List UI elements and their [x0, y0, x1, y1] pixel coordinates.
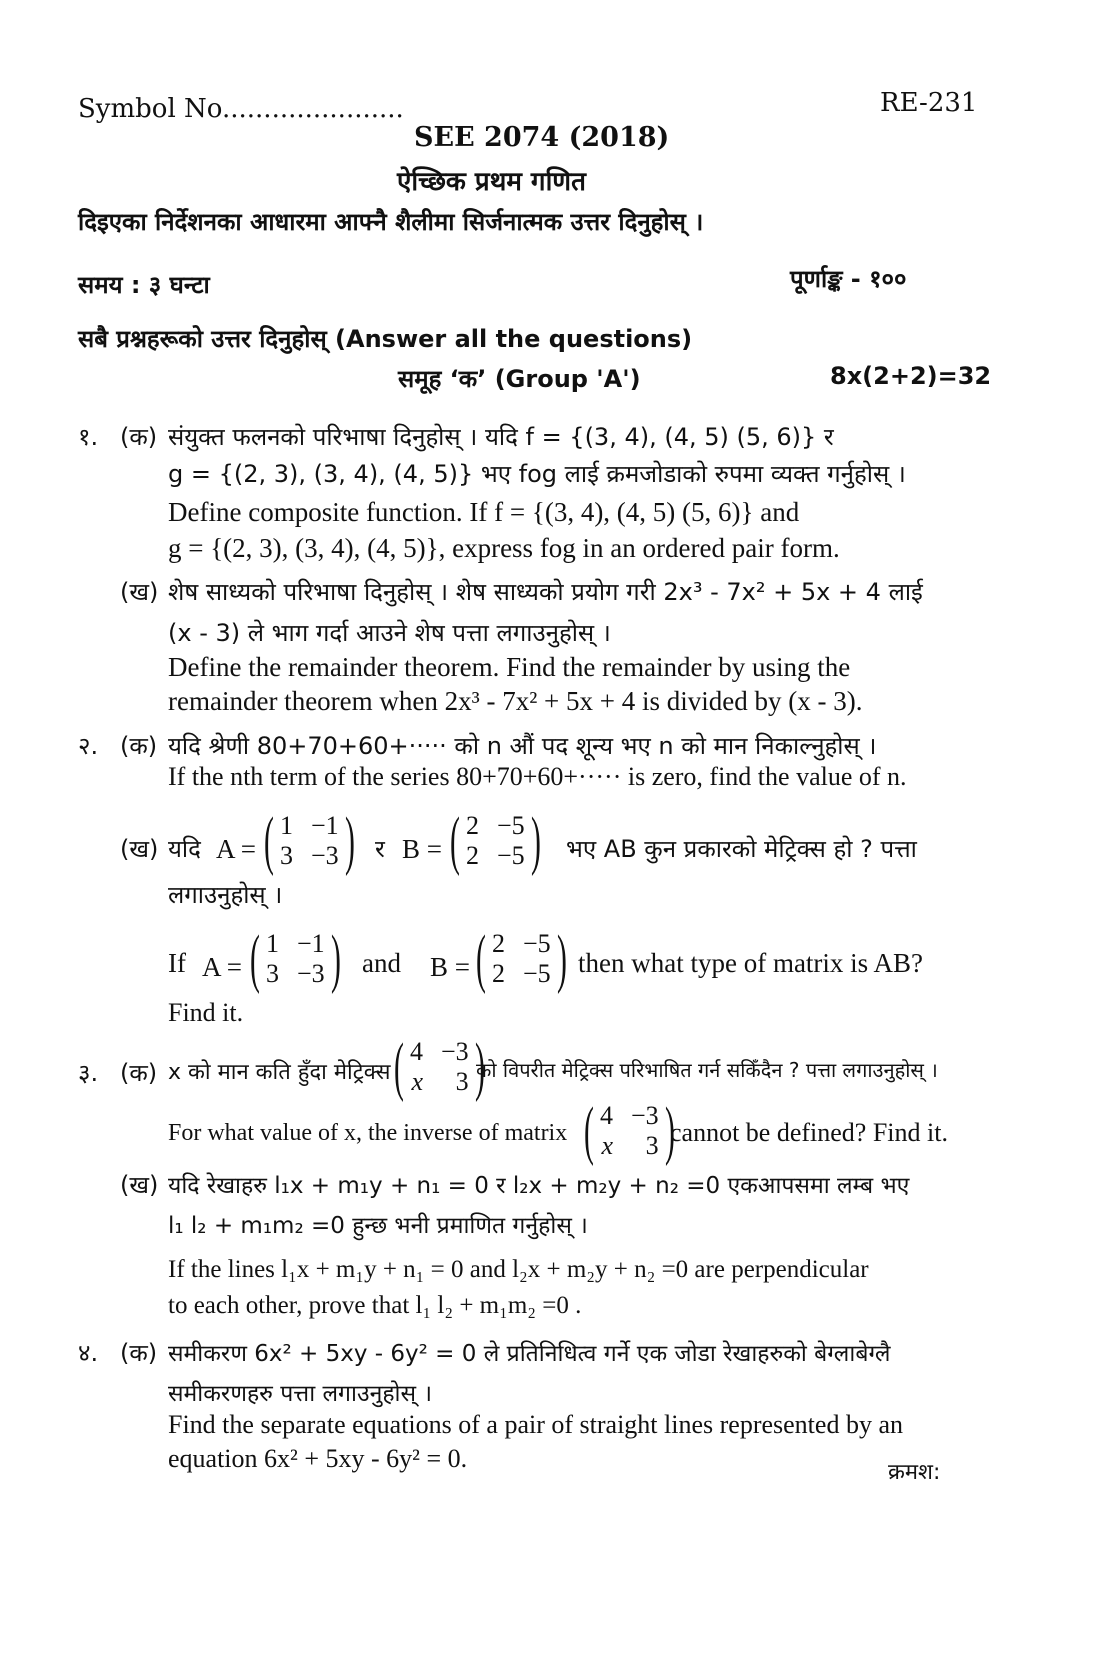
matrix-A: ( 1 −1 3 −3 ) — [264, 804, 355, 877]
q2b-nepali-post: भए AB कुन प्रकारको मेट्रिक्स हो ? पत्ता — [566, 835, 917, 863]
full-marks: पूर्णाङ्क - १०० — [790, 265, 907, 293]
instruction: दिइएका निर्देशनका आधारमा आफ्नै शैलीमा सिर्जनात्मक उत्तर दिनुहोस् । — [78, 208, 704, 236]
q2b-label: (ख) — [120, 835, 159, 863]
q3a-english-pre: For what value of x, the inverse of matrix — [168, 1120, 568, 1146]
matrix-A-en: ( 1 −1 3 −3 ) — [250, 922, 341, 995]
q1b-label: (ख) — [120, 578, 159, 606]
answer-all: सबै प्रश्नहरूको उत्तर दिनुहोस् (Answer all the questions) — [78, 325, 693, 353]
q1a-label: (क) — [120, 423, 158, 451]
matrix-B: ( 2 −5 2 −5 ) — [450, 804, 541, 877]
q3b-nepali-line2: l₁ l₂ + m₁m₂ =0 हुन्छ भनी प्रमाणित गर्नुहोस् । — [168, 1213, 588, 1239]
q4-number: ४. — [78, 1339, 99, 1367]
q1b-nepali-line1: शेष साध्यको परिभाषा दिनुहोस् । शेष साध्यको प्रयोग गरी 2x³ - 7x² + 5x + 4 लाई — [168, 578, 923, 606]
matrix-A-eq-en: A = — [202, 952, 242, 982]
q4a-nepali-line2: समीकरणहरु पत्ता लगाउनुहोस् । — [168, 1381, 433, 1407]
q1a-english-line1: Define composite function. If f = {(3, 4), (4, 5) (5, 6)} and — [168, 497, 800, 527]
q2a-english: If the nth term of the series 80+70+60+····· is zero, find the value of n. — [168, 762, 907, 791]
symbol-no: Symbol No...................... — [78, 94, 404, 124]
matrix-X-en: ( 4 −3 x 3 ) — [584, 1094, 675, 1167]
q3a-english-post: cannot be defined? Find it. — [670, 1118, 948, 1147]
q1-number: १. — [78, 423, 99, 451]
q3b-english-line2: to each other, prove that l₁ l₂ + m₁m₂ =0 . — [168, 1292, 582, 1319]
q2b-nepali-line2: लगाउनुहोस् । — [168, 881, 283, 909]
q2b-if-np: यदि — [168, 835, 201, 863]
matrix-X: ( 4 −3 x 3 ) — [394, 1030, 485, 1103]
q3a-nepali-post: को विपरीत मेट्रिक्स परिभाषित गर्न सकिँदैन ? पत्ता लगाउनुहोस् । — [476, 1058, 938, 1082]
matrix-A-eq: A = — [216, 834, 256, 864]
time: समय : ३ घन्टा — [78, 271, 210, 299]
q4a-nepali-line1: समीकरण 6x² + 5xy - 6y² = 0 ले प्रतिनिधित्व गर्ने एक जोडा रेखाहरुको बेग्लाबेग्लै — [168, 1341, 891, 1367]
q2b-en-and: and — [362, 948, 401, 978]
q3b-english-line1: If the lines l₁x + m₁y + n₁ = 0 and l₂x + m₂y + n₂ =0 are perpendicular — [168, 1256, 869, 1283]
q4a-english-line2: equation 6x² + 5xy - 6y² = 0. — [168, 1444, 468, 1473]
q1a-english-line2: g = {(2, 3), (3, 4), (4, 5)}, express fog in an ordered pair form. — [168, 533, 840, 563]
q1a-nepali-line1: संयुक्त फलनको परिभाषा दिनुहोस् । यदि f = {(3, 4), (4, 5) (5, 6)} र — [168, 423, 834, 451]
q1b-english-line2: remainder theorem when 2x³ - 7x² + 5x + 4 is divided by (x - 3). — [168, 686, 863, 716]
q1b-nepali-line2: (x - 3) ले भाग गर्दा आउने शेष पत्ता लगाउनुहोस् । — [168, 619, 611, 647]
q1a-nepali-line2: g = {(2, 3), (3, 4), (4, 5)} भए fog लाई क्रमजोडाको रुपमा व्यक्त गर्नुहोस् । — [168, 460, 906, 488]
group-marks: 8x(2+2)=32 — [830, 362, 992, 390]
group-heading: समूह ‘क’ (Group 'A') — [398, 365, 641, 393]
q2-number: २. — [78, 732, 99, 760]
q2b-r: र — [375, 835, 385, 863]
q4a-english-line1: Find the separate equations of a pair of straight lines represented by an — [168, 1410, 903, 1439]
q3b-nepali-line1: यदि रेखाहरु l₁x + m₁y + n₁ = 0 र l₂x + m₂y + n₂ =0 एकआपसमा लम्ब भए — [168, 1173, 910, 1199]
q3b-label: (ख) — [120, 1171, 159, 1199]
q2a-label: (क) — [120, 732, 158, 760]
q2a-nepali: यदि श्रेणी 80+70+60+····· को n औं पद शून्य भए n को मान निकाल्नुहोस् । — [168, 732, 877, 760]
q3a-label: (क) — [120, 1059, 158, 1087]
matrix-B-eq: B = — [402, 834, 442, 864]
q1b-english-line1: Define the remainder theorem. Find the remainder by using the — [168, 652, 851, 682]
q2b-en-line2: Find it. — [168, 998, 244, 1027]
q2b-en-post: then what type of matrix is AB? — [578, 948, 923, 978]
continued-label: क्रमश: — [888, 1460, 941, 1485]
q3a-nepali-pre: x को मान कति हुँदा मेट्रिक्स — [168, 1060, 391, 1085]
q4a-label: (क) — [120, 1339, 158, 1367]
exam-title: SEE 2074 (2018) — [414, 122, 670, 153]
q3-number: ३. — [78, 1059, 99, 1087]
matrix-B-eq-en: B = — [430, 952, 470, 982]
matrix-B-en: ( 2 −5 2 −5 ) — [476, 922, 567, 995]
subject-title: ऐच्छिक प्रथम गणित — [397, 167, 586, 197]
q2b-en-if: If — [168, 948, 186, 978]
paper-code: RE-231 — [880, 88, 978, 118]
